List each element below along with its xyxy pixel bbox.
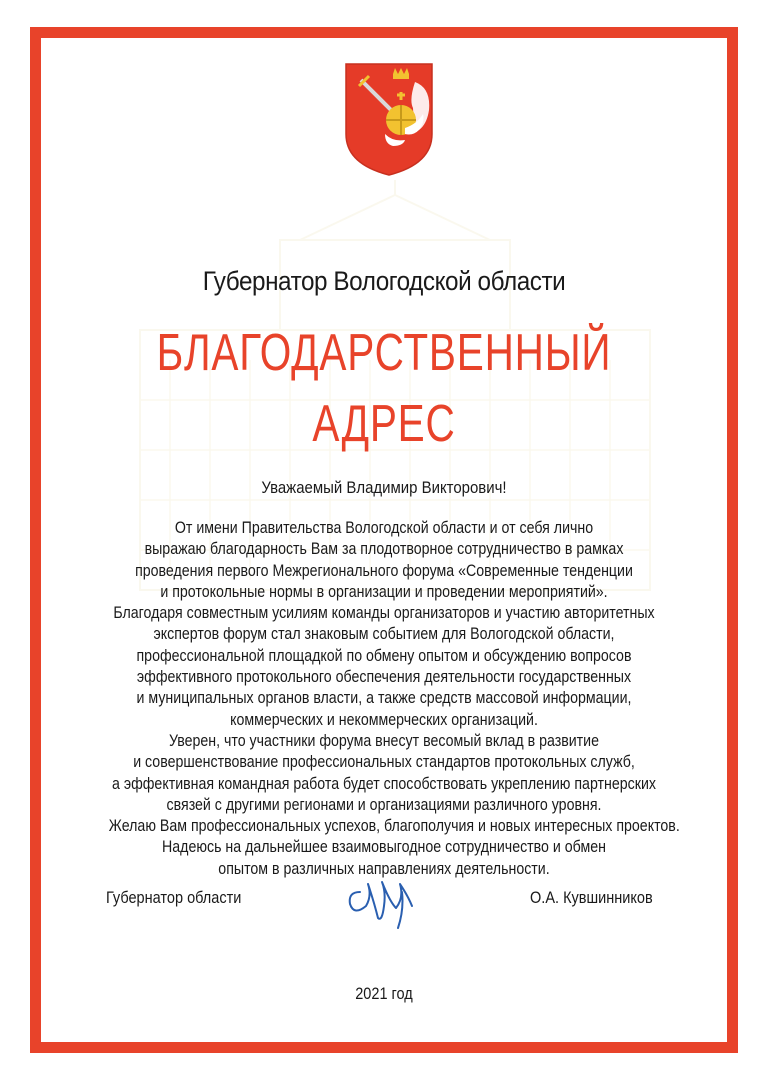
signer-position: Губернатор области <box>106 889 242 907</box>
letter-line: профессиональной площадкой по обмену опытом и обсуждению вопросов <box>136 646 632 665</box>
letter-line: и совершенствование профессиональных стандартов протокольных служб, <box>133 753 635 772</box>
handwritten-signature-icon <box>338 862 428 932</box>
vologda-coat-of-arms-icon <box>343 60 435 178</box>
letter-line: Благодаря совместным усилиям команды организаторов и участию авторитетных <box>113 604 655 623</box>
letter-line: эффективного протокольного обеспечения деятельности государственных <box>136 668 632 687</box>
letter-line: связей с другими регионами и организациями различного уровня. <box>166 795 602 814</box>
issuing-authority: Губернатор Вологодской области <box>202 266 566 296</box>
letter-line: и протокольные нормы в организации и проведении мероприятий». <box>160 582 608 601</box>
letter-line: экспертов форум стал знаковым событием для Вологодской области, <box>153 625 615 644</box>
letter-line: выражаю благодарность Вам за плодотворное сотрудничество в рамках <box>144 540 624 559</box>
signer-name: О.А. Кувшинников <box>530 889 653 907</box>
letter-line: От имени Правительства Вологодской области и от себя лично <box>174 519 594 537</box>
letter-line: Надеюсь на дальнейшее взаимовыгодное сотрудничество и обмен <box>162 838 606 857</box>
letter-body <box>108 518 680 880</box>
salutation: Уважаемый Владимир Викторович! <box>261 478 507 497</box>
letter-line: проведения первого Межрегионального форума «Современные тенденции <box>135 561 633 580</box>
letter-line: Желаю Вам профессиональных успехов, благополучия и новых интересных проектов. <box>108 817 680 836</box>
letter-line: а эффективная командная работа будет способствовать укреплению партнерских <box>112 774 656 793</box>
letter-line: Уверен, что участники форума внесут весомый вклад в развитие <box>168 731 600 750</box>
letter-line: и муниципальных органов власти, а также средств массовой информации, <box>136 689 632 708</box>
document-year: 2021 год <box>355 985 413 1003</box>
letter-line: опытом в различных направлениях деятельности. <box>218 859 550 878</box>
document-title-line-1: БЛАГОДАРСТВЕННЫЙ <box>156 324 612 382</box>
letter-line: коммерческих и некоммерческих организаций. <box>230 710 538 729</box>
document-title-line-2: АДРЕС <box>312 395 456 453</box>
